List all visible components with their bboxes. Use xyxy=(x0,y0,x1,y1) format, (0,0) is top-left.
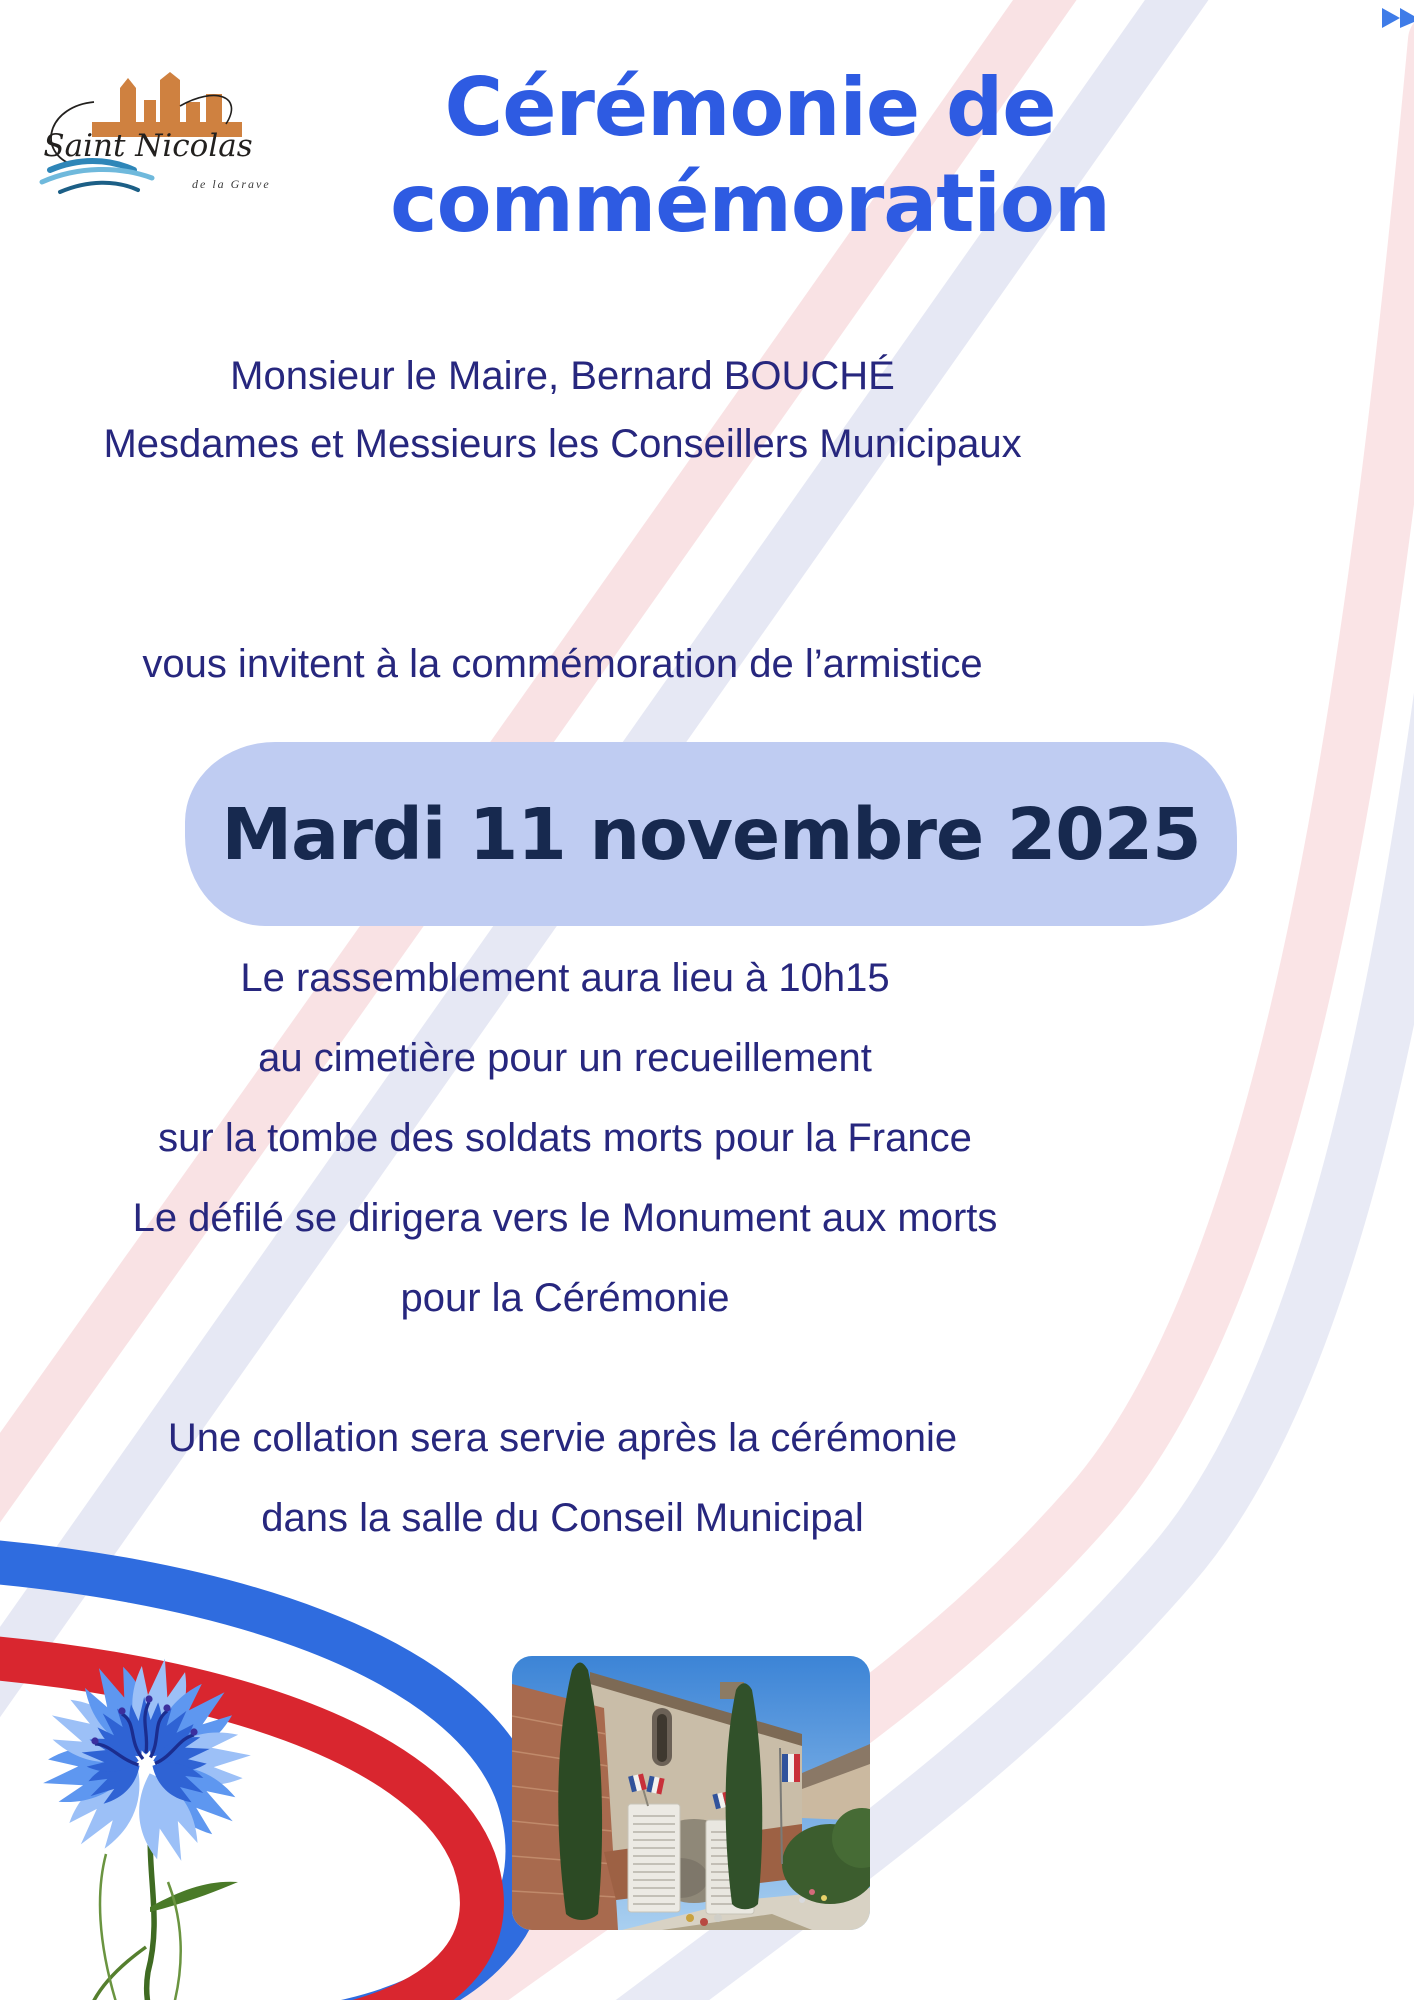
detail-line: sur la tombe des soldats morts pour la France xyxy=(158,1116,972,1160)
date-badge xyxy=(185,742,1237,926)
detail-line: Le rassemblement aura lieu à 10h15 xyxy=(240,956,890,1000)
collation-note xyxy=(0,1398,1125,1558)
invitation-line-2: Mesdames et Messieurs les Conseillers Municipaux xyxy=(103,422,1022,466)
flower-petals-outer xyxy=(38,1654,252,1870)
flower-calyx xyxy=(146,1779,170,1812)
poster-title xyxy=(360,60,1140,252)
flower-petals-inner xyxy=(79,1697,213,1809)
logo-script-text: Saint Nicolas xyxy=(43,128,253,164)
logo-wave-icon xyxy=(42,161,152,192)
title-line-1: Cérémonie de xyxy=(444,60,1056,154)
ceremony-details xyxy=(0,930,1130,1338)
commune-logo xyxy=(30,72,270,207)
flower-leaf xyxy=(88,1947,146,2000)
detail-line: au cimetière pour un recueillement xyxy=(258,1036,872,1080)
collation-line: dans la salle du Conseil Municipal xyxy=(261,1496,864,1540)
flower-grass xyxy=(168,1882,181,2000)
flower-leaf xyxy=(150,1882,238,1912)
collation-line: Une collation sera servie après la cérémonie xyxy=(167,1416,958,1460)
logo-subtitle: de la Grave xyxy=(192,177,270,191)
french-flag-icon xyxy=(782,1754,800,1782)
ribbon-blue-band xyxy=(0,1556,527,2000)
flower-anthers xyxy=(91,1695,197,1744)
invitation-line-1: Monsieur le Maire, Bernard BOUCHÉ xyxy=(230,354,895,398)
memorial-plaque-icon xyxy=(628,1804,680,1912)
detail-line: pour la Cérémonie xyxy=(400,1276,730,1320)
title-line-2: commémoration xyxy=(390,156,1110,250)
memorial-photo xyxy=(512,1656,870,1930)
flower-stem xyxy=(147,1802,154,2000)
detail-line: Le défilé se dirigera vers le Monument aux morts xyxy=(132,1196,998,1240)
ribbon-red-band xyxy=(0,1652,482,2000)
corner-accent-icon xyxy=(1382,8,1414,28)
flower-grass xyxy=(100,1854,116,2000)
flower-filaments xyxy=(95,1702,194,1765)
invitation-line-3: vous invitent à la commémoration de l’armistice xyxy=(142,642,983,686)
date-badge-label: Mardi 11 novembre 2025 xyxy=(221,792,1201,876)
